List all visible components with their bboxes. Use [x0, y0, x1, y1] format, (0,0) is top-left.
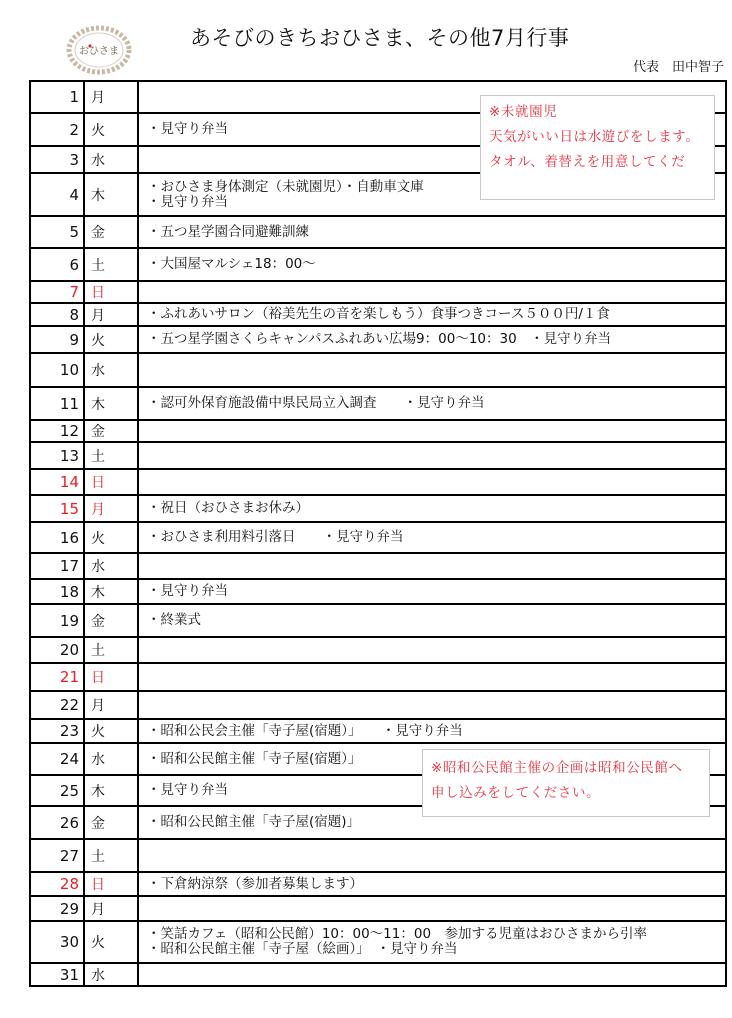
day-number: 28 [30, 872, 84, 896]
day-number: 29 [30, 896, 84, 921]
events-cell [138, 326, 726, 353]
events-cell [138, 303, 726, 326]
day-of-week: 土 [84, 637, 138, 663]
event-text: ・見守り弁当 [147, 193, 228, 210]
events-cell [138, 442, 726, 469]
wreath-logo-icon [60, 24, 138, 76]
day-of-week: 木 [84, 387, 138, 420]
table-row [30, 469, 726, 495]
event-text: ・昭和公民館主催「寺子屋（絵画）」 ・見守り弁当 [147, 941, 458, 957]
day-number: 5 [30, 216, 84, 248]
events-cell [138, 495, 726, 522]
note-box-toddlers [480, 95, 715, 200]
day-number: 1 [30, 81, 84, 113]
day-of-week: 土 [84, 442, 138, 469]
event-text: ・五つ星学園合同避難訓練 [147, 223, 309, 240]
day-number: 24 [30, 743, 84, 775]
day-of-week: 土 [84, 248, 138, 281]
day-number: 3 [30, 146, 84, 173]
table-row [30, 281, 726, 303]
event-text: ・下倉納涼祭（参加者募集します） [147, 875, 363, 892]
day-of-week: 土 [84, 839, 138, 872]
note-line: 申し込みをしてください。 [431, 785, 601, 801]
events-cell [138, 896, 726, 921]
table-row [30, 663, 726, 691]
day-of-week: 金 [84, 216, 138, 248]
day-of-week: 月 [84, 495, 138, 522]
events-cell [138, 691, 726, 719]
day-of-week: 日 [84, 281, 138, 303]
events-cell [138, 839, 726, 872]
table-row [30, 216, 726, 248]
day-of-week: 日 [84, 872, 138, 896]
events-cell [138, 637, 726, 663]
table-row [30, 353, 726, 387]
event-text: ・昭和公民館主催「寺子屋(宿題）」 [147, 750, 362, 767]
logo [60, 24, 138, 76]
table-row [30, 522, 726, 553]
table-row [30, 387, 726, 420]
day-of-week: 水 [84, 963, 138, 986]
events-cell [138, 579, 726, 604]
table-row [30, 872, 726, 896]
day-number: 25 [30, 775, 84, 806]
day-of-week: 金 [84, 604, 138, 637]
day-of-week: 金 [84, 420, 138, 442]
table-row [30, 604, 726, 637]
day-of-week: 金 [84, 806, 138, 839]
day-of-week: 日 [84, 663, 138, 691]
day-number: 12 [30, 420, 84, 442]
table-row [30, 921, 726, 963]
events-cell [138, 719, 726, 743]
note-line: 天気がいい日は水遊びをします。 [489, 129, 700, 145]
table-row [30, 637, 726, 663]
note-box-community-center [422, 749, 710, 817]
event-text: ・笑話カフェ（昭和公民館）10：00〜11：00 参加する児童はおひさまから引率 [147, 926, 648, 942]
events-cell [138, 387, 726, 420]
table-row [30, 896, 726, 921]
table-row [30, 839, 726, 872]
day-of-week: 木 [84, 579, 138, 604]
table-row [30, 420, 726, 442]
event-text: ・ふれあいサロン（裕美先生の音を楽しもう）食事つきコース５００円/１食 [147, 306, 610, 322]
events-cell [138, 248, 726, 281]
day-number: 30 [30, 921, 84, 963]
table-row [30, 442, 726, 469]
representative-name: 代表 田中智子 [632, 60, 724, 75]
day-of-week: 月 [84, 691, 138, 719]
day-number: 15 [30, 495, 84, 522]
day-of-week: 火 [84, 719, 138, 743]
event-text: ・大国屋マルシェ18：00〜 [147, 256, 316, 272]
event-text: ・祝日（おひさまお休み） [147, 500, 309, 516]
day-of-week: 火 [84, 326, 138, 353]
event-text: ・昭和公民館主催「寺子屋(宿題)」 [147, 814, 361, 830]
day-number: 4 [30, 173, 84, 216]
day-of-week: 火 [84, 113, 138, 146]
day-of-week: 水 [84, 146, 138, 173]
day-number: 21 [30, 663, 84, 691]
day-number: 22 [30, 691, 84, 719]
events-cell [138, 281, 726, 303]
day-number: 9 [30, 326, 84, 353]
table-row [30, 579, 726, 604]
event-text: ・見守り弁当 [147, 782, 228, 798]
event-text: ・終業式 [147, 612, 201, 628]
table-row [30, 719, 726, 743]
events-cell [138, 469, 726, 495]
day-number: 20 [30, 637, 84, 663]
day-of-week: 日 [84, 469, 138, 495]
event-text: ・見守り弁当 [147, 121, 228, 137]
event-text: ・おひさま身体測定（未就園児）・自動車文庫 [147, 178, 424, 195]
events-cell [138, 663, 726, 691]
day-of-week: 火 [84, 921, 138, 963]
table-row [30, 553, 726, 579]
day-number: 11 [30, 387, 84, 420]
table-row [30, 495, 726, 522]
schedule-table [29, 80, 727, 987]
table-row [30, 303, 726, 326]
day-number: 18 [30, 579, 84, 604]
day-of-week: 水 [84, 353, 138, 387]
table-row [30, 248, 726, 281]
events-cell [138, 420, 726, 442]
note-line: ※昭和公民館主催の企画は昭和公民館へ [431, 760, 683, 776]
day-of-week: 木 [84, 173, 138, 216]
events-cell [138, 872, 726, 896]
event-text: ・五つ星学園さくらキャンパスふれあい広場9：00〜10：30 ・見守り弁当 [147, 331, 612, 347]
note-line: ※未就園児 [489, 104, 558, 120]
day-number: 16 [30, 522, 84, 553]
day-number: 26 [30, 806, 84, 839]
day-of-week: 水 [84, 743, 138, 775]
table-row [30, 691, 726, 719]
day-of-week: 月 [84, 81, 138, 113]
day-number: 6 [30, 248, 84, 281]
event-text: ・見守り弁当 [147, 583, 228, 599]
event-text: ・昭和公民会主催「寺子屋(宿題）」 ・見守り弁当 [147, 722, 463, 739]
events-cell [138, 522, 726, 553]
events-cell [138, 553, 726, 579]
day-number: 23 [30, 719, 84, 743]
events-cell [138, 963, 726, 986]
event-text: ・認可外保育施設備中県民局立入調査 ・見守り弁当 [147, 395, 485, 411]
day-number: 19 [30, 604, 84, 637]
day-number: 10 [30, 353, 84, 387]
day-of-week: 木 [84, 775, 138, 806]
events-cell [138, 216, 726, 248]
day-of-week: 火 [84, 522, 138, 553]
note-line: タオル、着替えを用意してくだ [489, 154, 686, 170]
events-cell [138, 353, 726, 387]
day-of-week: 月 [84, 303, 138, 326]
day-number: 14 [30, 469, 84, 495]
day-number: 8 [30, 303, 84, 326]
events-cell [138, 921, 726, 963]
day-number: 27 [30, 839, 84, 872]
day-number: 13 [30, 442, 84, 469]
svg-text:おひさま: おひさま [79, 46, 119, 57]
table-row [30, 963, 726, 986]
day-number: 2 [30, 113, 84, 146]
events-cell [138, 604, 726, 637]
day-number: 7 [30, 281, 84, 303]
table-row [30, 326, 726, 353]
day-number: 31 [30, 963, 84, 986]
day-of-week: 月 [84, 896, 138, 921]
day-of-week: 水 [84, 553, 138, 579]
page-title: あそびのきちおひさま、その他7月行事 [190, 26, 570, 50]
event-text: ・おひさま利用料引落日 ・見守り弁当 [147, 529, 404, 545]
day-number: 17 [30, 553, 84, 579]
